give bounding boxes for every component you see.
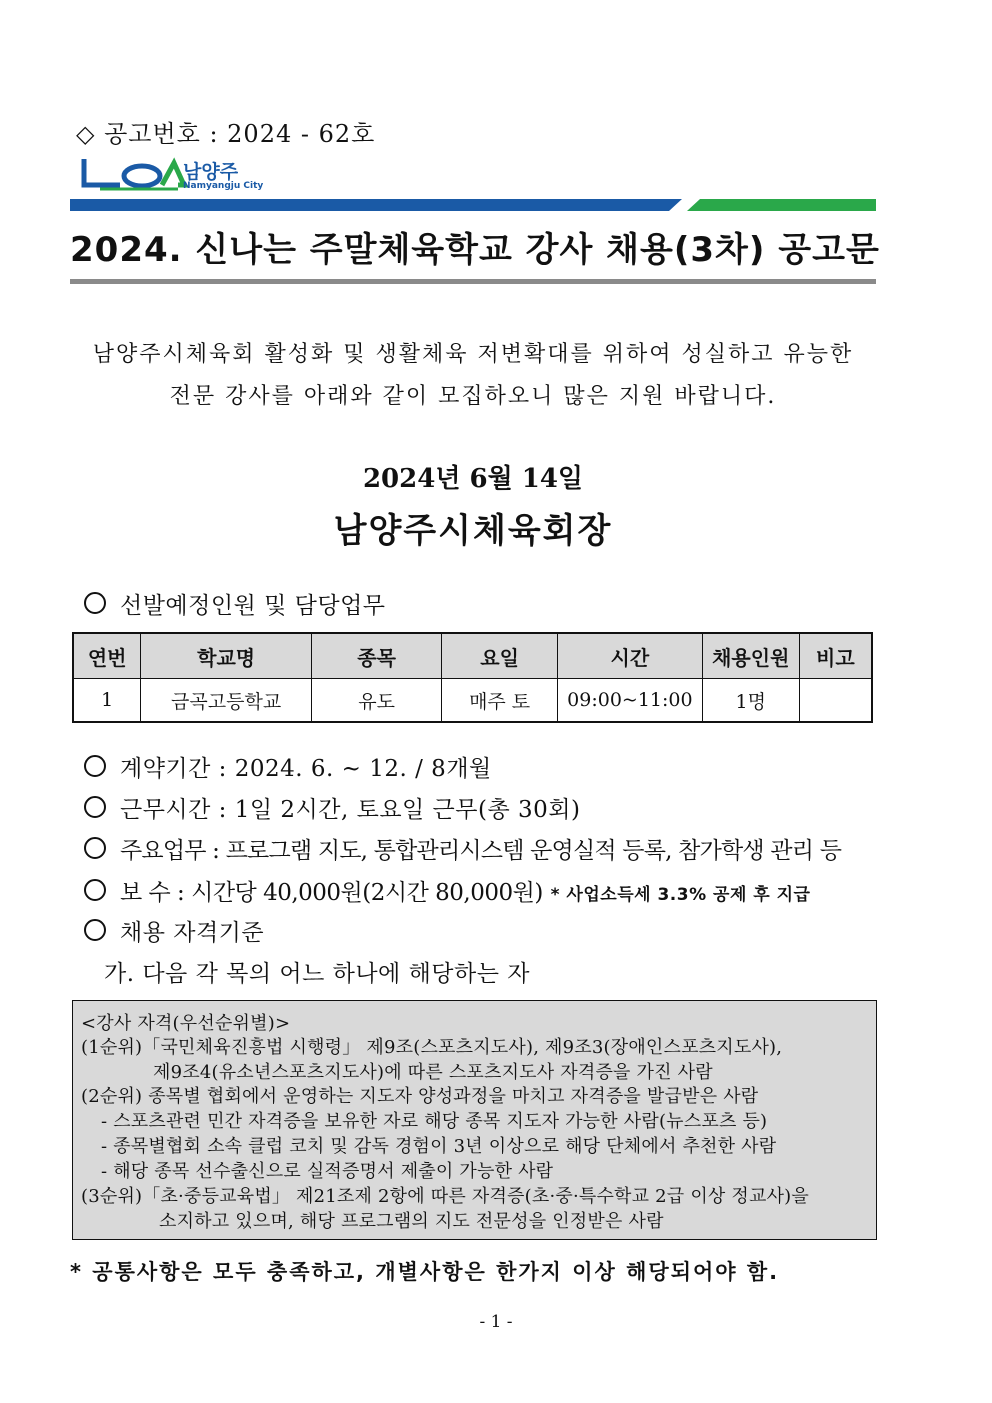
- table-header: 연번: [73, 633, 141, 679]
- table-header: 요일: [442, 633, 558, 679]
- qualification-line: (1순위)「국민체육진흥법 시행령」 제9조(스포츠지도사), 제9조3(장애인스포츠지도사),: [81, 1037, 783, 1058]
- pay-note: * 사업소득세 3.3% 공제 후 지급: [550, 885, 811, 905]
- table-header: 비고: [799, 633, 872, 679]
- circle-bullet-icon: [84, 755, 106, 777]
- table-cell: 유도: [311, 679, 441, 723]
- table-cell: 09:00~11:00: [557, 679, 702, 723]
- intro-line-2: 전문 강사를 아래와 같이 모집하오니 많은 지원 바랍니다.: [169, 384, 777, 409]
- circle-bullet-icon: [84, 796, 106, 818]
- header-band: [70, 199, 876, 211]
- qualification-line: (2순위) 종목별 협회에서 운영하는 지도자 양성과정을 마치고 자격증을 발급받은 사람: [81, 1086, 759, 1107]
- page-number: - 1 -: [479, 1312, 513, 1332]
- detail-hours: 근무시간 : 1일 2시간, 토요일 근무(총 30회): [84, 791, 580, 824]
- table-cell: 매주 토: [442, 679, 558, 723]
- notice-date: 2024년 6월 14일: [362, 464, 584, 494]
- qualification-heading: <강사 자격(우선순위별)>: [81, 1013, 291, 1034]
- table-cell: [799, 679, 872, 723]
- intro-line-1: 남양주시체육회 활성화 및 생활체육 저변확대를 위하여 성실하고 유능한: [92, 342, 854, 367]
- table-cell: 1명: [702, 679, 799, 723]
- logo-name-ko: 남양주: [183, 161, 239, 183]
- qualification-line: 소지하고 있으며, 해당 프로그램의 지도 전문성을 인정받은 사람: [159, 1211, 664, 1232]
- title-divider: [70, 279, 876, 284]
- table-row: [73, 679, 872, 723]
- page-title: 2024. 신나는 주말체육학교 강사 채용(3차) 공고문: [70, 230, 880, 270]
- detail-contract: 계약기간 : 2024. 6. ~ 12. / 8개월: [84, 750, 492, 783]
- qualification-line: 제9조4(유소년스포츠지도사)에 따른 스포츠지도사 자격증을 가진 사람: [153, 1062, 713, 1083]
- qualification-line: - 해당 종목 선수출신으로 실적증명서 제출이 가능한 사람: [101, 1161, 554, 1182]
- footnote: * 공통사항은 모두 충족하고, 개별사항은 한가지 이상 해당되어야 함.: [70, 1260, 780, 1284]
- qualification-line: - 종목별협회 소속 클럽 코치 및 감독 경험이 3년 이상으로 해당 단체에서 추천한 사람: [101, 1136, 777, 1157]
- circle-bullet-icon: [84, 879, 106, 901]
- qualification-line: (3순위)「초·중등교육법」 제21조제 2항에 따른 자격증(초·중·특수학교 2급 이상 정교사)을: [81, 1186, 809, 1207]
- section-selection: 선발예정인원 및 담당업무: [84, 587, 386, 620]
- detail-pay: 보 수 : 시간당 40,000원(2시간 80,000원) * 사업소득세 3.3% 공제 후 지급: [84, 874, 810, 907]
- circle-bullet-icon: [84, 919, 106, 941]
- table-header: 채용인원: [702, 633, 799, 679]
- table-header: 시간: [557, 633, 702, 679]
- qualification-line: - 스포츠관련 민간 자격증을 보유한 자로 해당 종목 지도자 가능한 사람(뉴스포츠 등): [101, 1111, 768, 1132]
- sub-item: 가. 다음 각 목의 어느 하나에 해당하는 자: [104, 961, 530, 987]
- notice-number: ◇ 공고번호 : 2024 - 62호: [76, 120, 376, 148]
- detail-qualification: 채용 자격기준: [84, 914, 264, 947]
- table-header-row: [73, 633, 872, 679]
- circle-bullet-icon: [84, 592, 106, 614]
- table-cell: 1: [73, 679, 141, 723]
- table-cell: 금곡고등학교: [141, 679, 312, 723]
- table-header: 학교명: [141, 633, 312, 679]
- qualification-box: [72, 1000, 877, 1240]
- table-header: 종목: [311, 633, 441, 679]
- recruitment-table: [72, 632, 873, 723]
- logo-name-en: Namyangju City: [183, 181, 264, 191]
- detail-duties: 주요업무 : 프로그램 지도, 통합관리시스템 운영실적 등록, 참가학생 관리 등: [84, 832, 841, 865]
- issuer: 남양주시체육회장: [333, 511, 613, 551]
- circle-bullet-icon: [84, 837, 106, 859]
